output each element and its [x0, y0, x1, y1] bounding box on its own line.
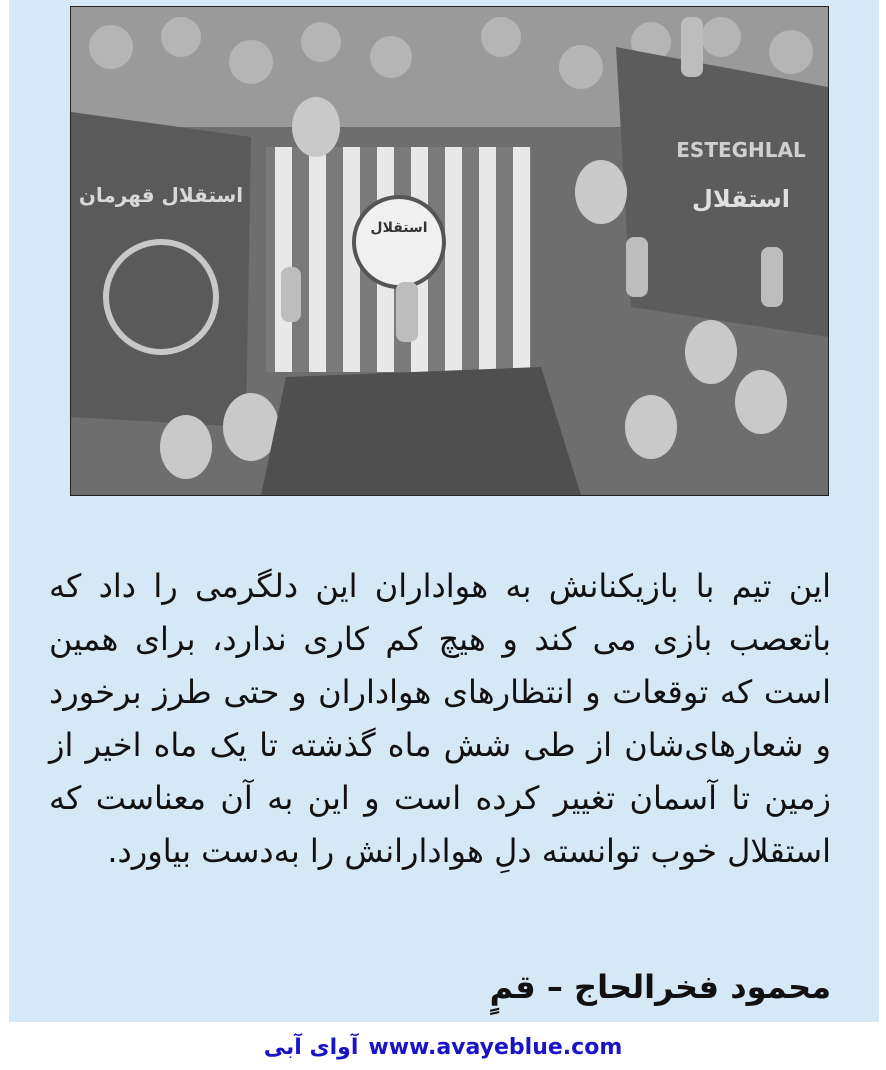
footer-site-link[interactable]: www.avayeblue.com: [368, 1035, 623, 1060]
club-logo-icon: [354, 197, 444, 287]
right-banner-latin: ESTEGHLAL: [676, 138, 806, 162]
left-banner: [71, 112, 251, 427]
footer-credit: [0, 1030, 886, 1066]
right-banner-text: استقلال: [692, 185, 790, 213]
left-banner-text: استقلال قهرمان: [78, 183, 244, 207]
fans-photo-illustration: [71, 7, 828, 495]
footer-brand: آوای آبی: [263, 1035, 359, 1060]
article-card: [9, 0, 879, 1022]
fans-photo: [70, 6, 829, 496]
author-signature: محمود فخرالحاج – قمٍ: [489, 968, 831, 1006]
flag-logo-text: استقلال: [370, 220, 428, 236]
article-paragraph: این تیم با بازیکنانش به هواداران این دلگرمی را داد که باتعصب بازی می کند و هیچ کم کاری ندارد، برای همین است که توقعات و انتظارهای هواداران و حتی طرز برخورد و شعارهای‌شان از طی شش ماه گذشته تا یک ماه اخیر از زمین تا آسمان تغییر کرده است و این به آن معناست که استقلال خوب توانسته دلِ هوادارانش را به‌دست بیاورد.: [49, 567, 831, 870]
